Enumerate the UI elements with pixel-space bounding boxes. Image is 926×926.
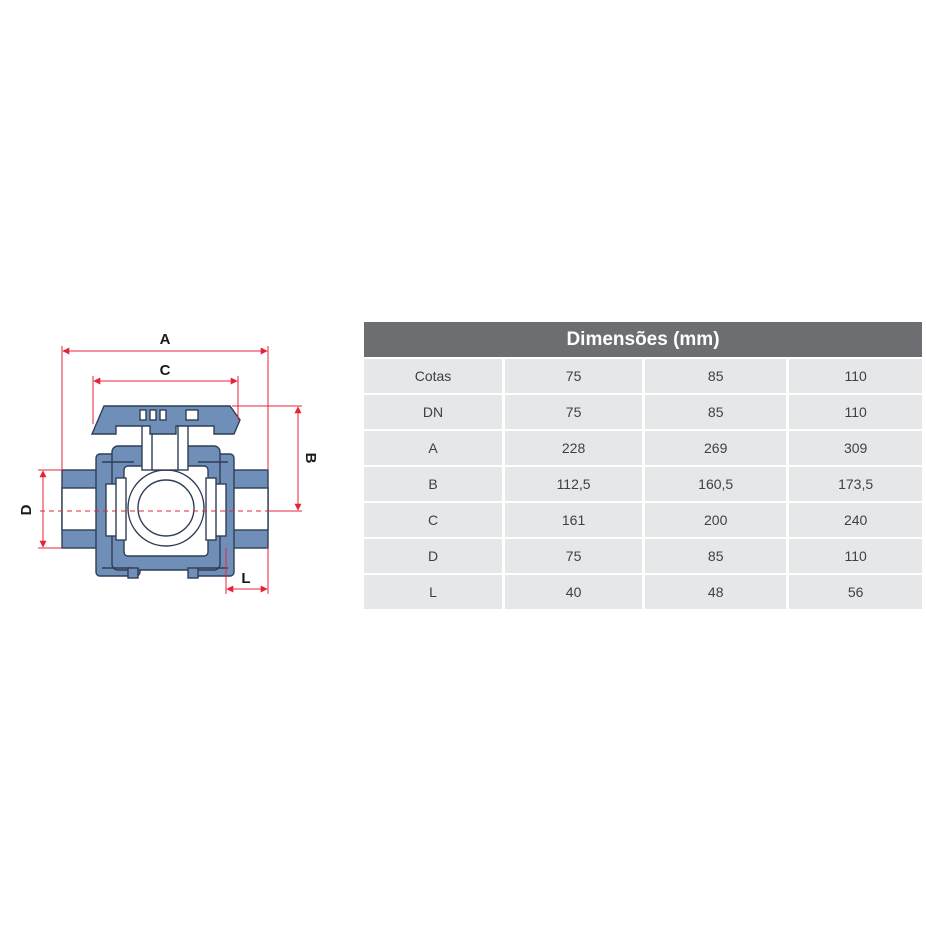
table-cell: 110: [789, 359, 922, 395]
label-c: C: [159, 362, 171, 379]
table-cell: 269: [645, 431, 789, 467]
table-cell: 173,5: [789, 467, 922, 503]
table-row: [364, 431, 922, 467]
label-l: L: [241, 570, 251, 587]
row-label: D: [364, 539, 505, 575]
row-label: A: [364, 431, 505, 467]
table-header-row: [364, 322, 922, 359]
table-cell: 85: [645, 539, 789, 575]
table-cell: 75: [505, 359, 645, 395]
row-label: B: [364, 467, 505, 503]
label-d: D: [18, 504, 35, 516]
table-row: [364, 539, 922, 575]
table-cell: 161: [505, 503, 645, 539]
table-cell: 75: [505, 539, 645, 575]
table-cell: 48: [645, 575, 789, 609]
row-label: L: [364, 575, 505, 609]
table-cell: 85: [645, 359, 789, 395]
table-title: Dimensões (mm): [364, 322, 922, 359]
table-body: [364, 359, 922, 609]
row-label: Cotas: [364, 359, 505, 395]
table-cell: 85: [645, 395, 789, 431]
dimensions-table: [364, 322, 922, 609]
table-row: [364, 395, 922, 431]
table-cell: 240: [789, 503, 922, 539]
table-cell: 75: [505, 395, 645, 431]
table-cell: 112,5: [505, 467, 645, 503]
table-cell: 228: [505, 431, 645, 467]
table-cell: 200: [645, 503, 789, 539]
table-cell: 160,5: [645, 467, 789, 503]
table-cell: 56: [789, 575, 922, 609]
label-b: B: [302, 452, 319, 464]
row-label: DN: [364, 395, 505, 431]
table-row: [364, 467, 922, 503]
table-row: [364, 359, 922, 395]
table-row: [364, 575, 922, 609]
table-row: [364, 503, 922, 539]
table-cell: 110: [789, 395, 922, 431]
table-cell: 309: [789, 431, 922, 467]
table-cell: 110: [789, 539, 922, 575]
label-a: A: [159, 331, 171, 348]
table-cell: 40: [505, 575, 645, 609]
valve-cross-section: [62, 406, 268, 578]
row-label: C: [364, 503, 505, 539]
